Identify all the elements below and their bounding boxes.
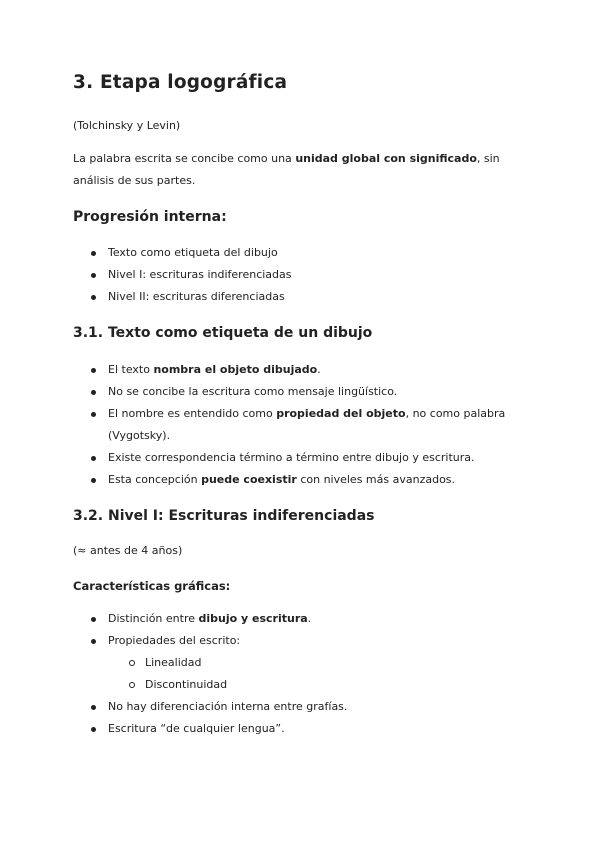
caracteristicas-heading: Características gráficas: <box>73 579 231 593</box>
item-bold: propiedad del objeto <box>276 407 406 420</box>
item-bold: nombra el objeto dibujado <box>153 363 318 376</box>
item-text: . <box>307 612 312 625</box>
list-item <box>73 469 543 491</box>
section-3-2-heading: 3.2. Nivel I: Escrituras indiferenciadas <box>73 508 375 524</box>
item-bold: puede coexistir <box>201 473 297 486</box>
item-text: No se concibe la escritura como mensaje lingüístico. <box>108 385 398 398</box>
item-text: con niveles más avanzados. <box>296 473 456 486</box>
list-item: Nivel II: escrituras diferenciadas <box>73 286 543 308</box>
list-item: Nivel I: escrituras indiferenciadas <box>73 264 543 286</box>
item-text: . <box>317 363 321 376</box>
age-note: (≈ antes de 4 años) <box>73 544 183 557</box>
progresion-list <box>73 242 543 308</box>
sub-list-item: Discontinuidad <box>73 674 543 696</box>
section-3-1-heading: 3.1. Texto como etiqueta de un dibujo <box>73 325 373 341</box>
list-item <box>73 403 543 447</box>
sub-list-item: Linealidad <box>73 652 543 674</box>
list-item <box>73 359 543 381</box>
item-text: , no como palabra (Vygotsky). <box>108 407 506 442</box>
section-3-1-list <box>73 359 543 491</box>
list-item: Texto como etiqueta del dibujo <box>73 242 543 264</box>
list-item: No hay diferenciación interna entre grafías. <box>73 696 543 718</box>
list-item <box>73 608 543 630</box>
intro-bold: unidad global con significado <box>295 152 477 165</box>
list-item <box>73 447 543 469</box>
list-item <box>73 381 543 403</box>
caracteristicas-list <box>73 608 543 740</box>
list-item: Escritura “de cualquier lengua”. <box>73 718 543 740</box>
list-item: Propiedades del escrito: <box>73 630 543 652</box>
progresion-heading: Progresión interna: <box>73 209 227 225</box>
item-bold: dibujo y escritura <box>198 612 308 625</box>
item-text: El texto <box>108 363 154 376</box>
item-text: Existe correspondencia término a término entre dibujo y escritura. <box>108 451 475 464</box>
intro-text-start: La palabra escrita se concibe como una <box>73 152 296 165</box>
intro-text-end: , sin análisis de sus partes. <box>73 152 500 187</box>
item-text: Esta concepción <box>108 473 202 486</box>
item-text: El nombre es entendido como <box>108 407 277 420</box>
authors-note: (Tolchinsky y Levin) <box>73 119 181 132</box>
page-title: 3. Etapa logográfica <box>73 72 288 93</box>
intro-paragraph <box>73 148 543 192</box>
item-text: Distinción entre <box>108 612 199 625</box>
